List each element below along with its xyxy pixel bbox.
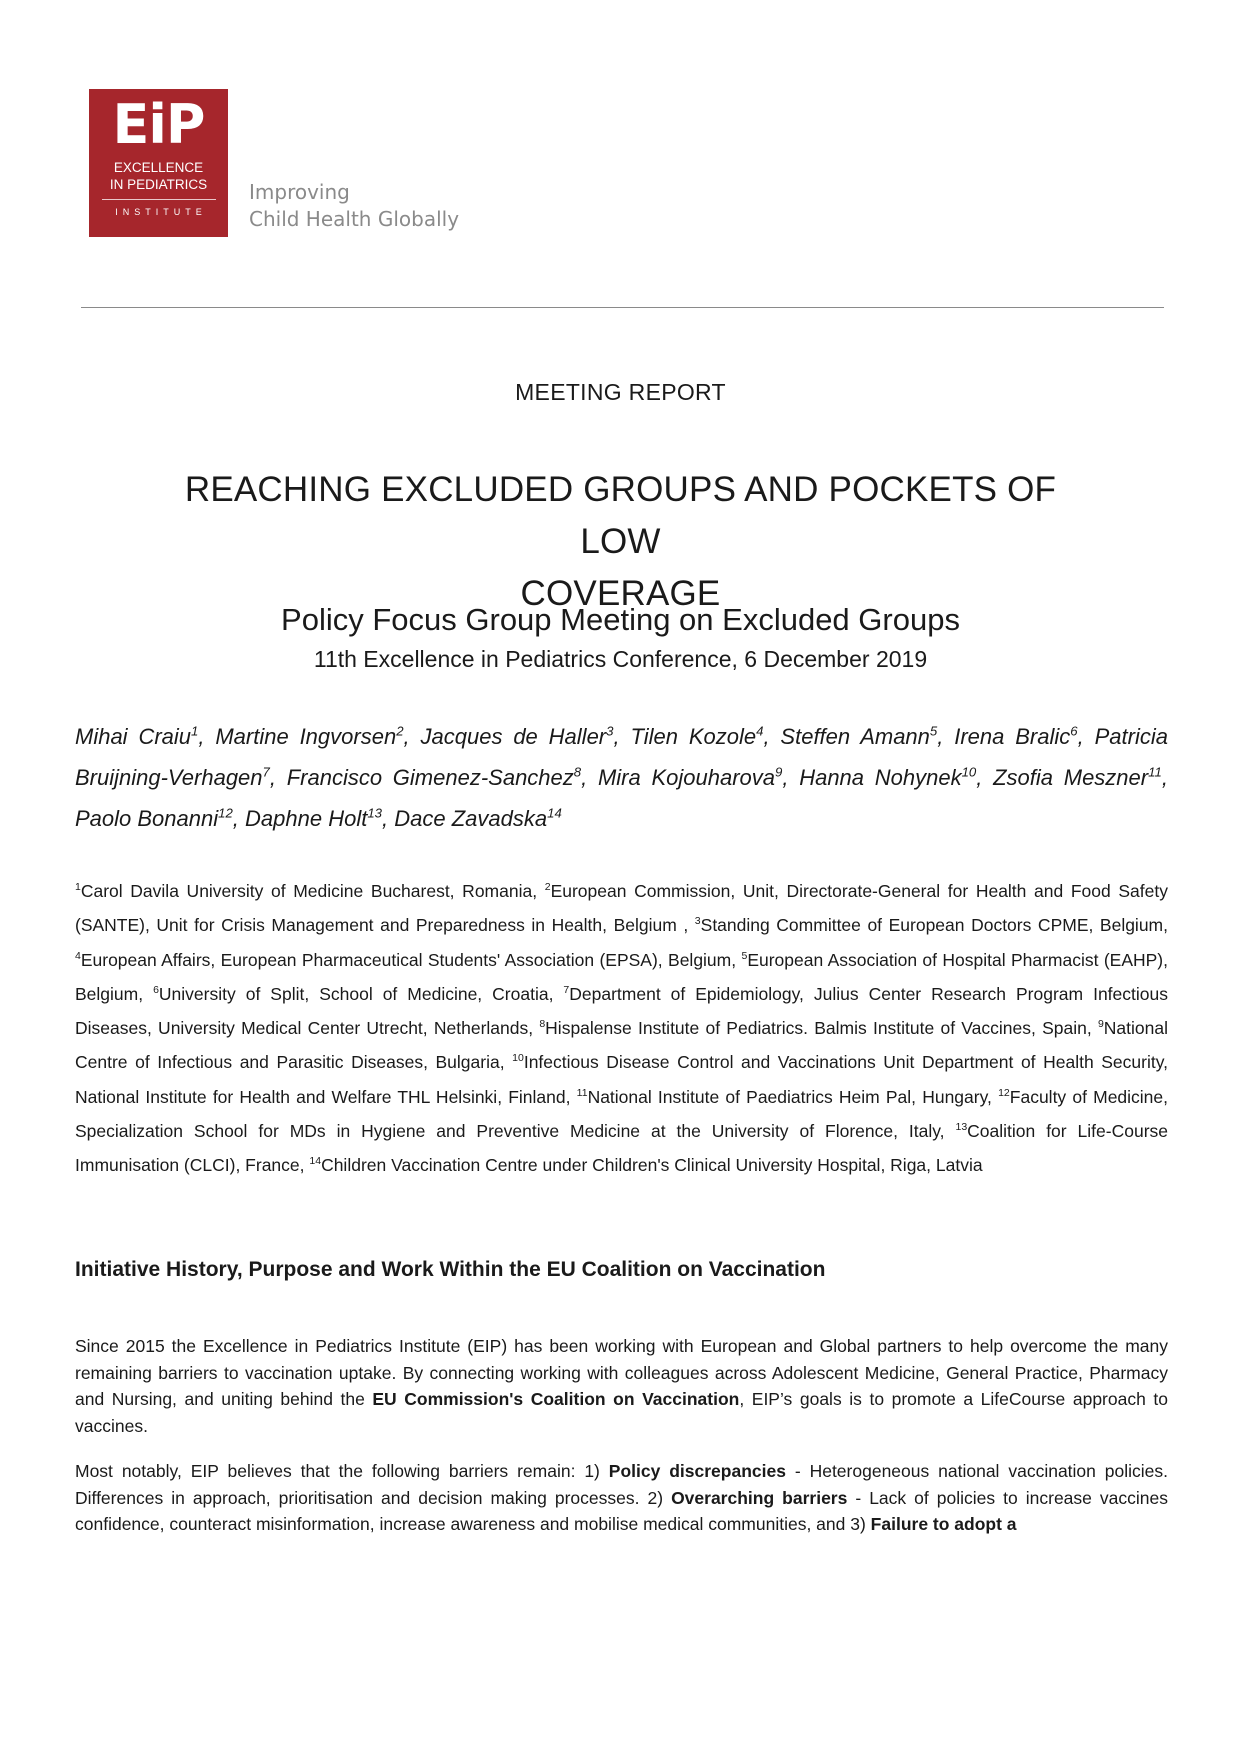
paragraph-emphasis: EU Commission's Coalition on Vaccination bbox=[372, 1389, 740, 1409]
author-name: Steffen Amann bbox=[780, 724, 930, 749]
affiliation-text: European Association of Hospital Pharmacist (EAHP), Belgium, bbox=[75, 949, 1169, 1004]
tagline-line-1: Improving bbox=[249, 180, 350, 204]
author-name: Irena Bralic bbox=[954, 724, 1071, 749]
tagline bbox=[249, 179, 459, 233]
body-paragraph bbox=[75, 1333, 1168, 1439]
affiliation-text: Carol Davila University of Medicine Bucharest, Romania, bbox=[80, 881, 545, 901]
affiliation-ref: 4 bbox=[75, 949, 81, 962]
author-ref: 13 bbox=[367, 805, 383, 821]
author-ref: 4 bbox=[756, 723, 764, 739]
author-ref: 11 bbox=[1148, 764, 1162, 780]
author-name: Mira Kojouharova bbox=[597, 765, 776, 790]
author-ref: 2 bbox=[396, 723, 404, 739]
author-ref: 6 bbox=[1070, 723, 1078, 739]
paragraph-text: - Lack of policies to increase vaccines confidence, counteract misinformation, increase awareness and mobilise medical communities, and 3) bbox=[75, 1487, 1168, 1534]
paragraph-emphasis: Policy discrepancies bbox=[608, 1461, 786, 1481]
author-ref: 5 bbox=[929, 723, 938, 739]
affiliation-ref: 3 bbox=[694, 915, 701, 928]
affiliation-text: Coalition for Life-Course Immunisation (CLCI), France, bbox=[75, 1121, 1169, 1176]
report-label: MEETING REPORT bbox=[515, 379, 726, 405]
author-ref: 12 bbox=[218, 805, 233, 821]
author-ref: 9 bbox=[775, 764, 783, 780]
affiliation-ref: 7 bbox=[563, 984, 570, 997]
author-name: Hanna Nohynek bbox=[799, 765, 962, 790]
page-title bbox=[140, 464, 1101, 620]
author-ref: 14 bbox=[547, 805, 562, 821]
paragraph-text: - Heterogeneous national vaccination policies. Differences in approach, prioritisation and decision making processes. 2) bbox=[75, 1461, 1169, 1508]
logo-text-in-pediatrics: IN PEDIATRICS bbox=[109, 177, 208, 192]
author-name: Jacques de Haller bbox=[420, 724, 607, 749]
logo-text-institute: INSTITUTE bbox=[115, 207, 207, 217]
affiliation-ref: 13 bbox=[955, 1121, 968, 1134]
affiliation-text: Department of Epidemiology, Julius Center Research Program Infectious Diseases, University Medical Center Utrecht, Netherlands, bbox=[75, 983, 1168, 1039]
logo-divider bbox=[102, 199, 216, 200]
affiliation-ref: 5 bbox=[741, 949, 748, 962]
author-ref: 10 bbox=[961, 764, 977, 780]
affiliation-ref: 2 bbox=[544, 881, 551, 894]
affiliation-text: European Commission, Unit, Directorate-General for Health and Food Safety (SANTE), Unit for Crisis Management and Preparedness in Health, Belgium , bbox=[75, 881, 1168, 936]
author-name: Patricia Bruijning-Verhagen bbox=[75, 724, 1168, 790]
author-ref: 8 bbox=[573, 764, 582, 780]
author-name: Daphne Holt bbox=[245, 806, 368, 831]
eip-logo bbox=[89, 89, 228, 237]
header-divider bbox=[81, 307, 1164, 308]
author-name: Dace Zavadska bbox=[394, 806, 548, 831]
affiliation-ref: 6 bbox=[153, 984, 159, 997]
paragraph-emphasis: Overarching barriers bbox=[671, 1487, 848, 1508]
affiliation-text: Standing Committee of European Doctors CPME, Belgium, bbox=[700, 915, 1168, 936]
affiliation-text: National Institute of Paediatrics Heim Pal, Hungary, bbox=[587, 1086, 999, 1107]
author-ref: 1 bbox=[191, 723, 199, 739]
author-name: Tilen Kozole bbox=[630, 724, 757, 749]
tagline-line-2: Child Health Globally bbox=[249, 207, 460, 231]
affiliation-ref: 14 bbox=[309, 1155, 322, 1168]
conference-line: 11th Excellence in Pediatrics Conference, 6 December 2019 bbox=[313, 646, 928, 672]
affiliation-ref: 12 bbox=[998, 1086, 1010, 1099]
affiliation-text: Hispalense Institute of Pediatrics. Balmis Institute of Vaccines, Spain, bbox=[545, 1018, 1098, 1039]
section-heading: Initiative History, Purpose and Work Within the EU Coalition on Vaccination bbox=[75, 1258, 826, 1281]
logo-mark: EiP bbox=[112, 93, 205, 156]
author-name: Paolo Bonanni bbox=[75, 806, 219, 831]
paragraph-text: Since 2015 the Excellence in Pediatrics Institute (EIP) has been working with European and Global partners to help overcome the many remaining barriers to vaccination uptake. By connecting working with colleagues across Adolescent Medicine, General Practice, Pharmacy and Nursing, and uniting behind the bbox=[75, 1336, 1168, 1409]
author-ref: 3 bbox=[606, 723, 614, 739]
affiliation-text: Children Vaccination Centre under Children's Clinical University Hospital, Riga, Latvia bbox=[321, 1155, 983, 1176]
body-paragraph bbox=[75, 1458, 1168, 1538]
affiliation-text: European Affairs, European Pharmaceutical Students' Association (EPSA), Belgium, bbox=[80, 949, 742, 970]
paragraph-text: Most notably, EIP believes that the following barriers remain: 1) bbox=[75, 1461, 609, 1481]
affiliation-ref: 1 bbox=[75, 881, 81, 894]
subtitle: Policy Focus Group Meeting on Excluded Groups bbox=[281, 602, 960, 637]
affiliation-text: University of Split, School of Medicine, Croatia, bbox=[158, 983, 564, 1004]
paragraph-text: , EIP’s goals is to promote a LifeCourse approach to vaccines. bbox=[75, 1389, 1168, 1436]
title-line-1: REACHING EXCLUDED GROUPS AND POCKETS OF LOW bbox=[184, 470, 1057, 561]
author-name: Mihai Craiu bbox=[75, 724, 192, 749]
affiliation-ref: 9 bbox=[1097, 1018, 1104, 1031]
author-name: Martine Ingvorsen bbox=[215, 724, 397, 749]
paragraph-emphasis: Failure to adopt a bbox=[870, 1514, 1017, 1534]
affiliation-text: National Centre of Infectious and Parasitic Diseases, Bulgaria, bbox=[75, 1018, 1168, 1073]
author-name: Francisco Gimenez-Sanchez bbox=[286, 765, 574, 790]
title-line-2: COVERAGE bbox=[520, 574, 721, 613]
logo-text-excellence: EXCELLENCE bbox=[113, 160, 204, 175]
affiliation-ref: 11 bbox=[576, 1086, 588, 1099]
affiliation-text: Faculty of Medicine, Specialization School for MDs in Hygiene and Preventive Medicine at the University of Florence, Italy, bbox=[75, 1086, 1169, 1142]
affiliation-list bbox=[75, 874, 1168, 1183]
author-list: Mihai Craiu$^1$, Martine Ingvorsen$^2$, Jacques de Haller$^3$, Tilen Kozole$^4$, Steffen Amann$^5$, Irena Bralic$^6$, Patricia Bruijning-Verhagen$^7$, Francisco Gimenez-Sanchez$^8$, Mira Kojouharova$^9$, Hanna Nohynek$^{10}$, Zsofia Meszner$^{11}$, Paolo Bonanni$^{12}$, Daphne Holt$^{13}$, Dace Zavadska$^{14}$ bbox=[75, 723, 1168, 831]
author-name: Zsofia Meszner bbox=[993, 765, 1149, 790]
affiliation-text: Infectious Disease Control and Vaccinations Unit Department of Health Security, National Institute for Health and Welfare THL Helsinki, Finland, bbox=[75, 1052, 1169, 1107]
affiliation-ref: 10 bbox=[512, 1052, 524, 1065]
author-ref: 7 bbox=[262, 764, 270, 780]
affiliation-ref: 8 bbox=[539, 1018, 546, 1031]
